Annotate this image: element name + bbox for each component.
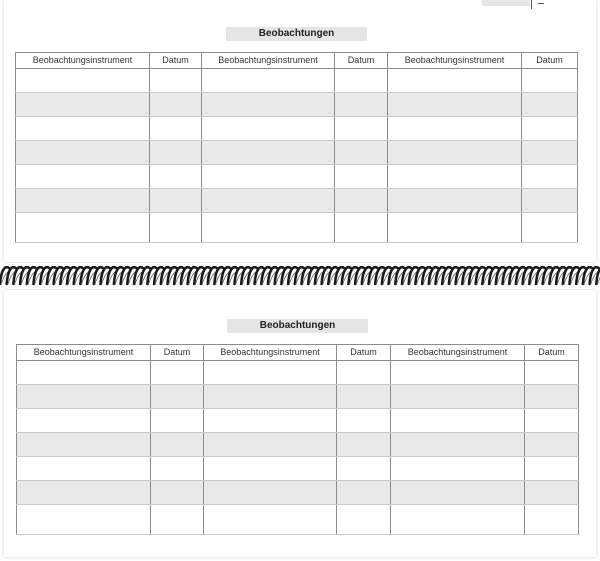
date-cell[interactable]: [525, 457, 579, 481]
date-cell[interactable]: [522, 189, 578, 213]
column-header-date: Datum: [150, 53, 202, 69]
instrument-cell[interactable]: [202, 141, 335, 165]
date-cell[interactable]: [151, 505, 204, 535]
table-row: [17, 457, 579, 481]
column-header-date: Datum: [335, 53, 388, 69]
instrument-cell[interactable]: [17, 481, 151, 505]
instrument-cell[interactable]: [16, 141, 150, 165]
date-cell[interactable]: [522, 69, 578, 93]
instrument-cell[interactable]: [391, 481, 525, 505]
date-cell[interactable]: [150, 117, 202, 141]
date-cell[interactable]: [150, 213, 202, 243]
instrument-cell[interactable]: [391, 433, 525, 457]
instrument-cell[interactable]: [16, 165, 150, 189]
instrument-cell[interactable]: [202, 93, 335, 117]
date-cell[interactable]: [337, 481, 391, 505]
instrument-cell[interactable]: [391, 409, 525, 433]
date-cell[interactable]: [337, 385, 391, 409]
table-row: [16, 165, 578, 189]
instrument-cell[interactable]: [16, 213, 150, 243]
page-edge-tick: [531, 0, 532, 9]
date-cell[interactable]: [522, 93, 578, 117]
instrument-cell[interactable]: [16, 69, 150, 93]
instrument-cell[interactable]: [204, 433, 337, 457]
table-row: [17, 361, 579, 385]
instrument-cell[interactable]: [388, 213, 522, 243]
instrument-cell[interactable]: [17, 457, 151, 481]
date-cell[interactable]: [335, 165, 388, 189]
instrument-cell[interactable]: [204, 409, 337, 433]
date-cell[interactable]: [150, 189, 202, 213]
table-row: [16, 69, 578, 93]
date-cell[interactable]: [151, 361, 204, 385]
instrument-cell[interactable]: [204, 361, 337, 385]
date-cell[interactable]: [522, 117, 578, 141]
date-cell[interactable]: [150, 93, 202, 117]
date-cell[interactable]: [525, 433, 579, 457]
column-header-date: Datum: [522, 53, 578, 69]
table-row: [17, 433, 579, 457]
date-cell[interactable]: [335, 189, 388, 213]
page-edge-mark: [538, 0, 544, 4]
table-row: [17, 505, 579, 535]
column-header-instrument: Beobachtungsinstrument: [391, 345, 525, 361]
date-cell[interactable]: [151, 385, 204, 409]
date-cell[interactable]: [151, 433, 204, 457]
instrument-cell[interactable]: [17, 361, 151, 385]
spiral-binding: [0, 262, 600, 290]
date-cell[interactable]: [151, 457, 204, 481]
date-cell[interactable]: [525, 481, 579, 505]
instrument-cell[interactable]: [16, 189, 150, 213]
date-cell[interactable]: [151, 409, 204, 433]
column-header-instrument: Beobachtungsinstrument: [202, 53, 335, 69]
instrument-cell[interactable]: [391, 385, 525, 409]
instrument-cell[interactable]: [388, 165, 522, 189]
table-body: [17, 361, 579, 535]
instrument-cell[interactable]: [202, 117, 335, 141]
column-header-instrument: Beobachtungsinstrument: [388, 53, 522, 69]
date-cell[interactable]: [335, 93, 388, 117]
instrument-cell[interactable]: [388, 93, 522, 117]
date-cell[interactable]: [337, 409, 391, 433]
date-cell[interactable]: [522, 141, 578, 165]
column-header-date: Datum: [151, 345, 204, 361]
date-cell[interactable]: [150, 141, 202, 165]
instrument-cell[interactable]: [388, 69, 522, 93]
column-header-instrument: Beobachtungsinstrument: [16, 53, 150, 69]
date-cell[interactable]: [150, 165, 202, 189]
date-cell[interactable]: [522, 213, 578, 243]
table-row: [17, 385, 579, 409]
notebook-page-bottom: [4, 290, 596, 557]
date-cell[interactable]: [335, 213, 388, 243]
date-cell[interactable]: [150, 69, 202, 93]
column-header-date: Datum: [337, 345, 391, 361]
instrument-cell[interactable]: [202, 189, 335, 213]
table-row: [16, 189, 578, 213]
column-header-instrument: Beobachtungsinstrument: [204, 345, 337, 361]
table-row: [16, 117, 578, 141]
instrument-cell[interactable]: [204, 457, 337, 481]
date-cell[interactable]: [337, 457, 391, 481]
instrument-cell[interactable]: [391, 361, 525, 385]
instrument-cell[interactable]: [391, 457, 525, 481]
instrument-cell[interactable]: [388, 141, 522, 165]
date-cell[interactable]: [522, 165, 578, 189]
date-cell[interactable]: [525, 361, 579, 385]
date-cell[interactable]: [335, 117, 388, 141]
instrument-cell[interactable]: [202, 69, 335, 93]
instrument-cell[interactable]: [17, 433, 151, 457]
date-cell[interactable]: [335, 69, 388, 93]
date-cell[interactable]: [151, 481, 204, 505]
observations-table: [15, 52, 578, 243]
instrument-cell[interactable]: [204, 385, 337, 409]
section-title: Beobachtungen: [226, 27, 367, 41]
instrument-cell[interactable]: [16, 93, 150, 117]
section-title: Beobachtungen: [227, 319, 368, 333]
observations-table: [16, 344, 579, 535]
instrument-cell[interactable]: [17, 505, 151, 535]
instrument-cell[interactable]: [16, 117, 150, 141]
date-cell[interactable]: [525, 409, 579, 433]
table-row: [16, 213, 578, 243]
table-row: [16, 141, 578, 165]
instrument-cell[interactable]: [204, 481, 337, 505]
notebook-page-top: [4, 0, 596, 262]
table-header-row: [16, 53, 578, 69]
date-cell[interactable]: [525, 505, 579, 535]
table-row: [16, 93, 578, 117]
instrument-cell[interactable]: [391, 505, 525, 535]
table-row: [17, 409, 579, 433]
previous-page-edge: [482, 0, 530, 6]
date-cell[interactable]: [337, 505, 391, 535]
table-body: [16, 69, 578, 243]
date-cell[interactable]: [337, 433, 391, 457]
instrument-cell[interactable]: [202, 213, 335, 243]
instrument-cell[interactable]: [17, 409, 151, 433]
instrument-cell[interactable]: [17, 385, 151, 409]
table-header-row: [17, 345, 579, 361]
date-cell[interactable]: [525, 385, 579, 409]
date-cell[interactable]: [335, 141, 388, 165]
instrument-cell[interactable]: [202, 165, 335, 189]
date-cell[interactable]: [337, 361, 391, 385]
instrument-cell[interactable]: [388, 117, 522, 141]
instrument-cell[interactable]: [388, 189, 522, 213]
column-header-instrument: Beobachtungsinstrument: [17, 345, 151, 361]
instrument-cell[interactable]: [204, 505, 337, 535]
table-row: [17, 481, 579, 505]
column-header-date: Datum: [525, 345, 579, 361]
